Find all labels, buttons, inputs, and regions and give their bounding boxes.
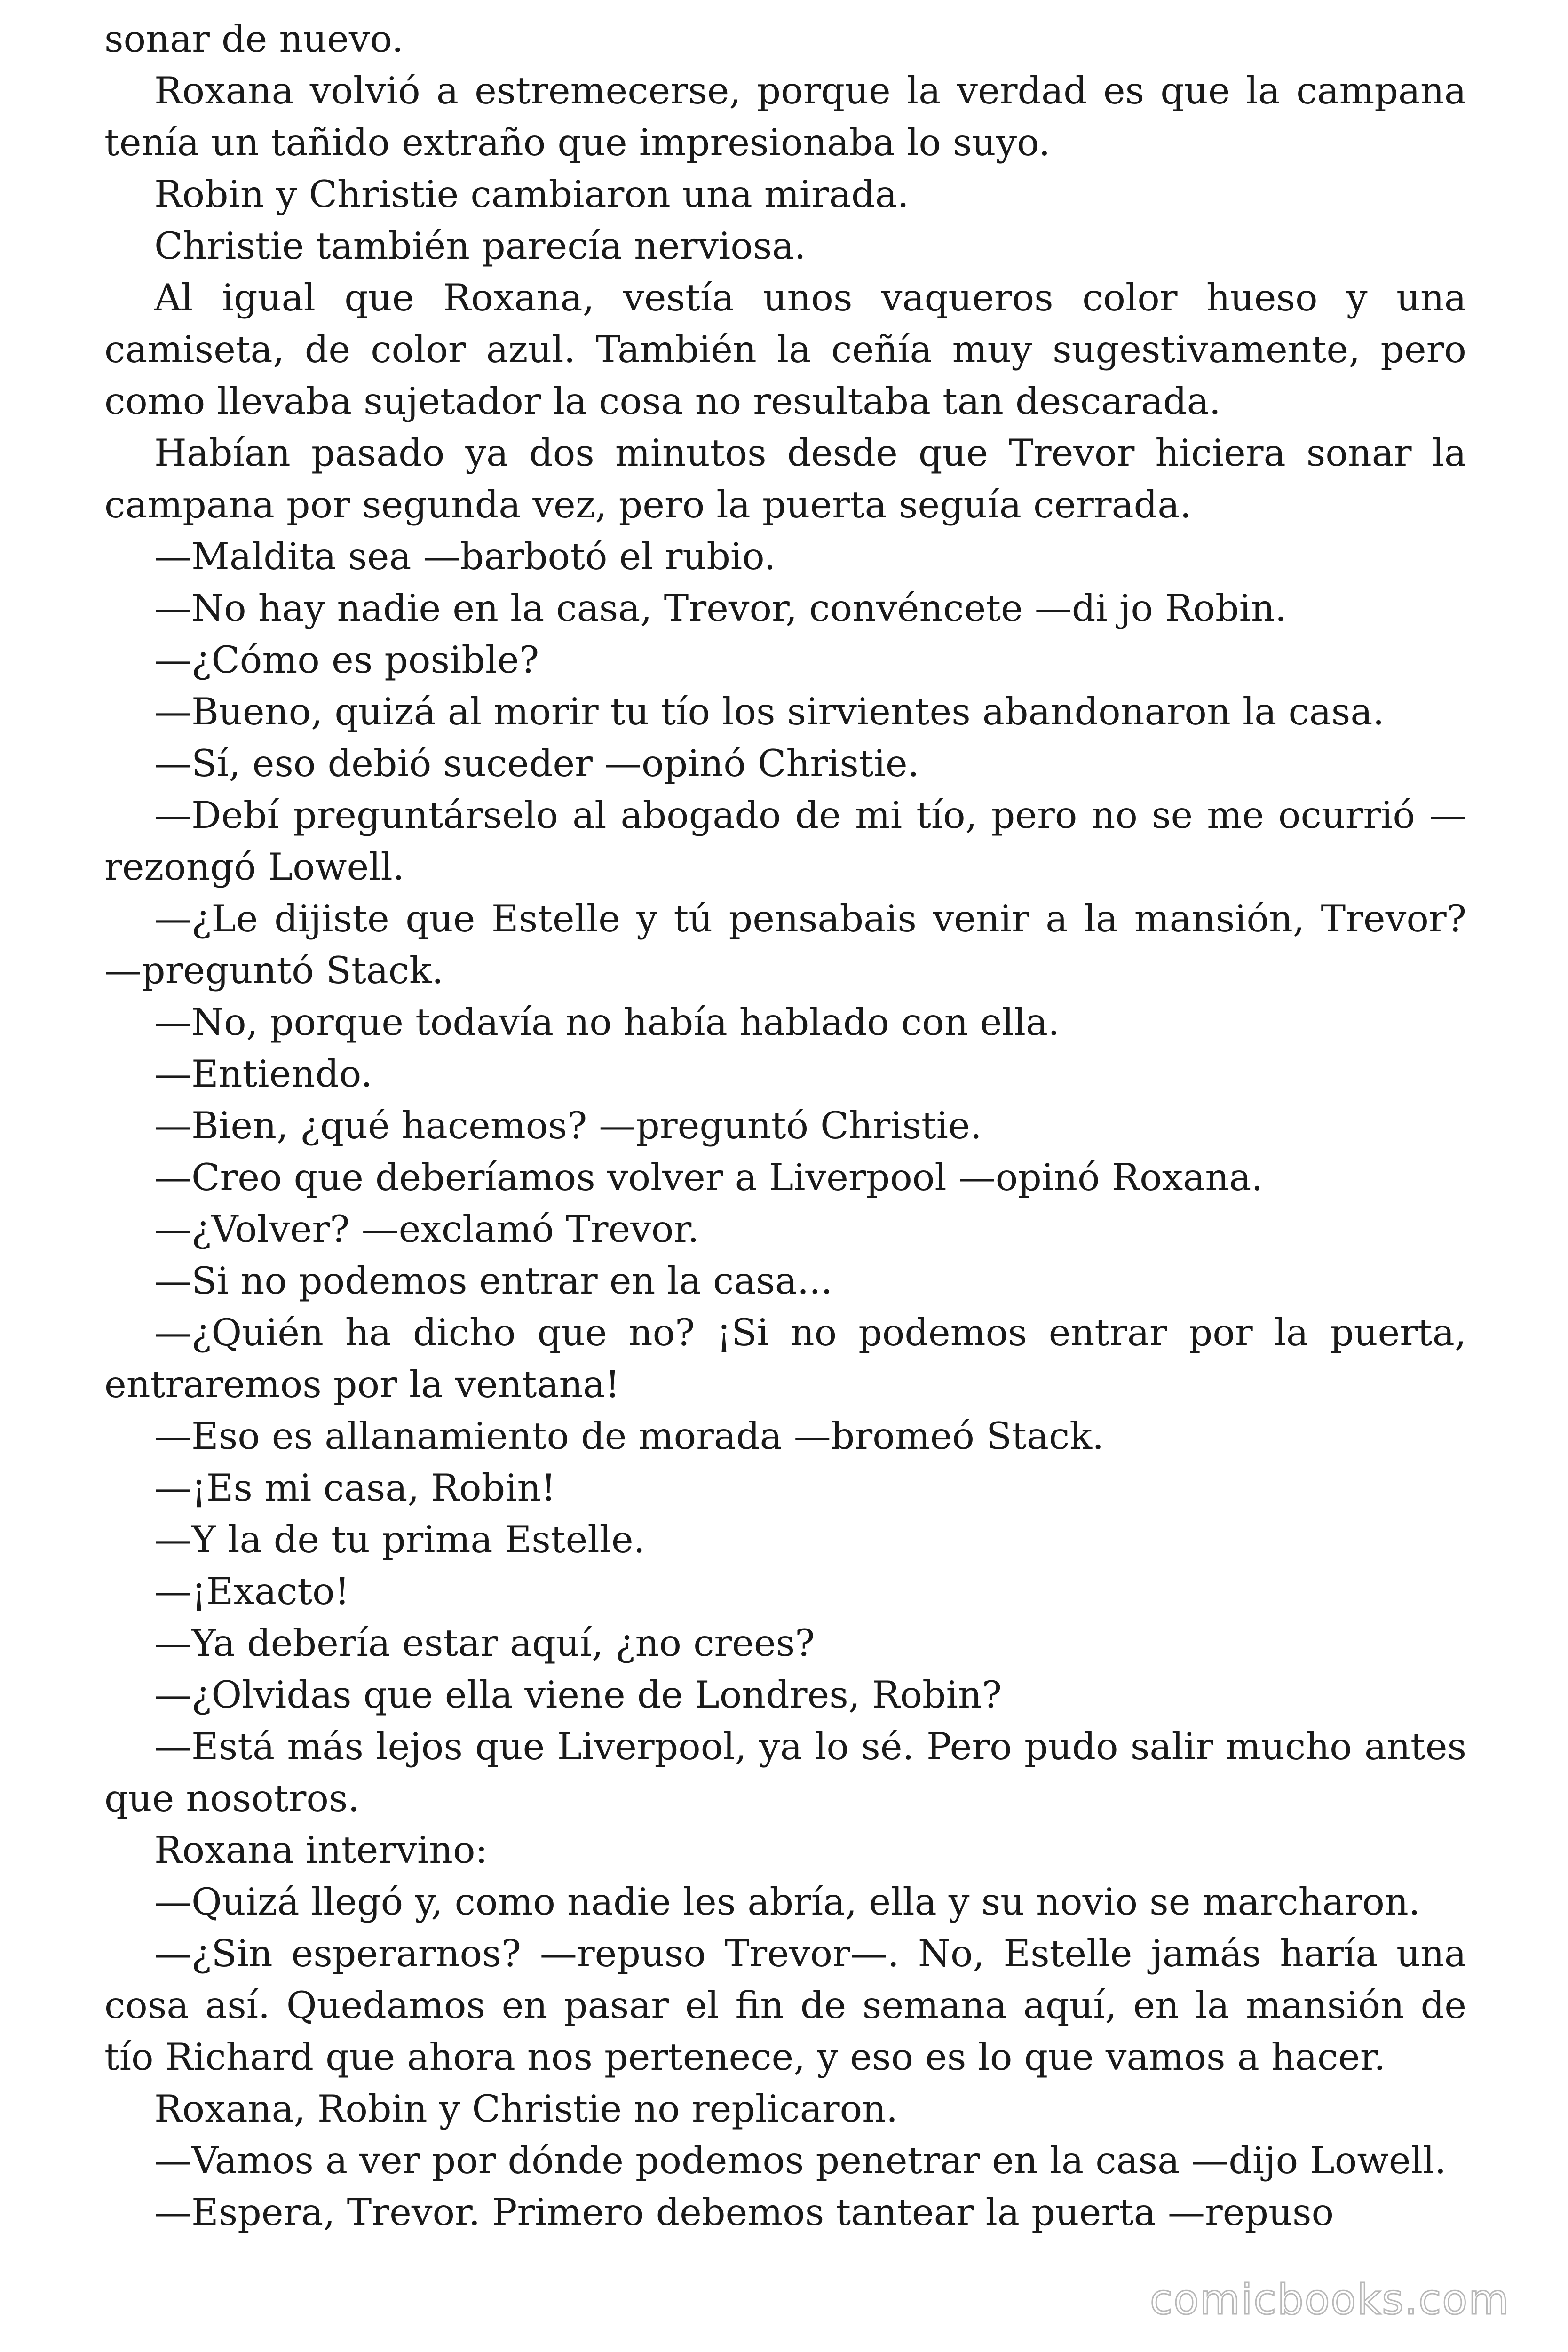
paragraph-6: Habían pasado ya dos minutos desde que Trevor hiciera sonar la campana por segunda vez, pero la puerta seguía cerrada. [104, 431, 1466, 526]
paragraph-20: —¿Quién ha dicho que no? ¡Si no podemos entrar por la puerta, entraremos por la ventana! [104, 1311, 1466, 1406]
paragraph-9: —¿Cómo es posible? [154, 638, 539, 682]
paragraph-27: —Está más lejos que Liverpool, ya lo sé. Pero pudo salir mucho antes que nosotros. [104, 1725, 1466, 1820]
paragraph-16: —Bien, ¿qué hacemos? —preguntó Christie. [154, 1104, 982, 1147]
paragraph-12: —Debí preguntárselo al abogado de mi tío, pero no se me ocurrió —rezongó Lowell. [104, 794, 1466, 889]
paragraph-7: —Maldita sea —barbotó el rubio. [154, 535, 776, 578]
paragraph-23: —Y la de tu prima Estelle. [154, 1518, 645, 1561]
paragraph-28: Roxana intervino: [154, 1828, 488, 1872]
paragraph-13: —¿Le dijiste que Estelle y tú pensabais venir a la mansión, Trevor? —preguntó Stack. [104, 897, 1466, 992]
paragraph-32: —Vamos a ver por dónde podemos penetrar en la casa —dijo Lowell. [154, 2139, 1447, 2182]
paragraph-1: sonar de nuevo. [104, 17, 404, 61]
paragraph-26: —¿Olvidas que ella viene de Londres, Robin? [154, 1673, 1002, 1716]
watermark-logo: comicbooks.com [1149, 2275, 1510, 2324]
paragraph-22: —¡Es mi casa, Robin! [154, 1466, 556, 1510]
paragraph-8: —No hay nadie en la casa, Trevor, convéncete —di jo Robin. [154, 587, 1287, 630]
paragraph-21: —Eso es allanamiento de morada —bromeó Stack. [154, 1414, 1104, 1458]
paragraph-33: —Espera, Trevor. Primero debemos tantear la puerta —repuso [154, 2191, 1334, 2234]
paragraph-18: —¿Volver? —exclamó Trevor. [154, 1208, 699, 1251]
paragraph-24: —¡Exacto! [154, 1570, 350, 1613]
paragraph-29: —Quizá llegó y, como nadie les abría, ella y su novio se marcharon. [154, 1880, 1420, 1923]
book-page [104, 13, 1466, 2332]
paragraph-14: —No, porque todavía no había hablado con ella. [154, 1001, 1060, 1044]
paragraph-2: Roxana volvió a estremecerse, porque la verdad es que la campana tenía un tañido extraño que impresionaba lo suyo. [104, 69, 1466, 164]
paragraph-10: —Bueno, quizá al morir tu tío los sirvientes abandonaron la casa. [154, 690, 1385, 733]
paragraph-15: —Entiendo. [154, 1052, 373, 1096]
paragraph-5: Al igual que Roxana, vestía unos vaqueros color hueso y una camiseta, de color azul. También la ceñía muy sugestivamente, pero como llevaba sujetador la cosa no resultaba tan descarada. [104, 276, 1466, 423]
paragraph-4: Christie también parecía nerviosa. [154, 224, 806, 268]
paragraph-11: —Sí, eso debió suceder —opinó Christie. [154, 742, 919, 785]
paragraph-30: —¿Sin esperarnos? —repuso Trevor—. No, Estelle jamás haría una cosa así. Quedamos en pasar el fin de semana aquí, en la mansión de tío Richard que ahora nos pertenece, y eso es lo que vamos a hacer. [104, 1932, 1466, 2079]
paragraph-19: —Si no podemos entrar en la casa... [154, 1259, 833, 1303]
paragraph-31: Roxana, Robin y Christie no replicaron. [154, 2087, 898, 2130]
paragraph-25: —Ya debería estar aquí, ¿no crees? [154, 1621, 815, 1665]
paragraph-17: —Creo que deberíamos volver a Liverpool —opinó Roxana. [154, 1156, 1263, 1199]
paragraph-3: Robin y Christie cambiaron una mirada. [154, 173, 909, 216]
